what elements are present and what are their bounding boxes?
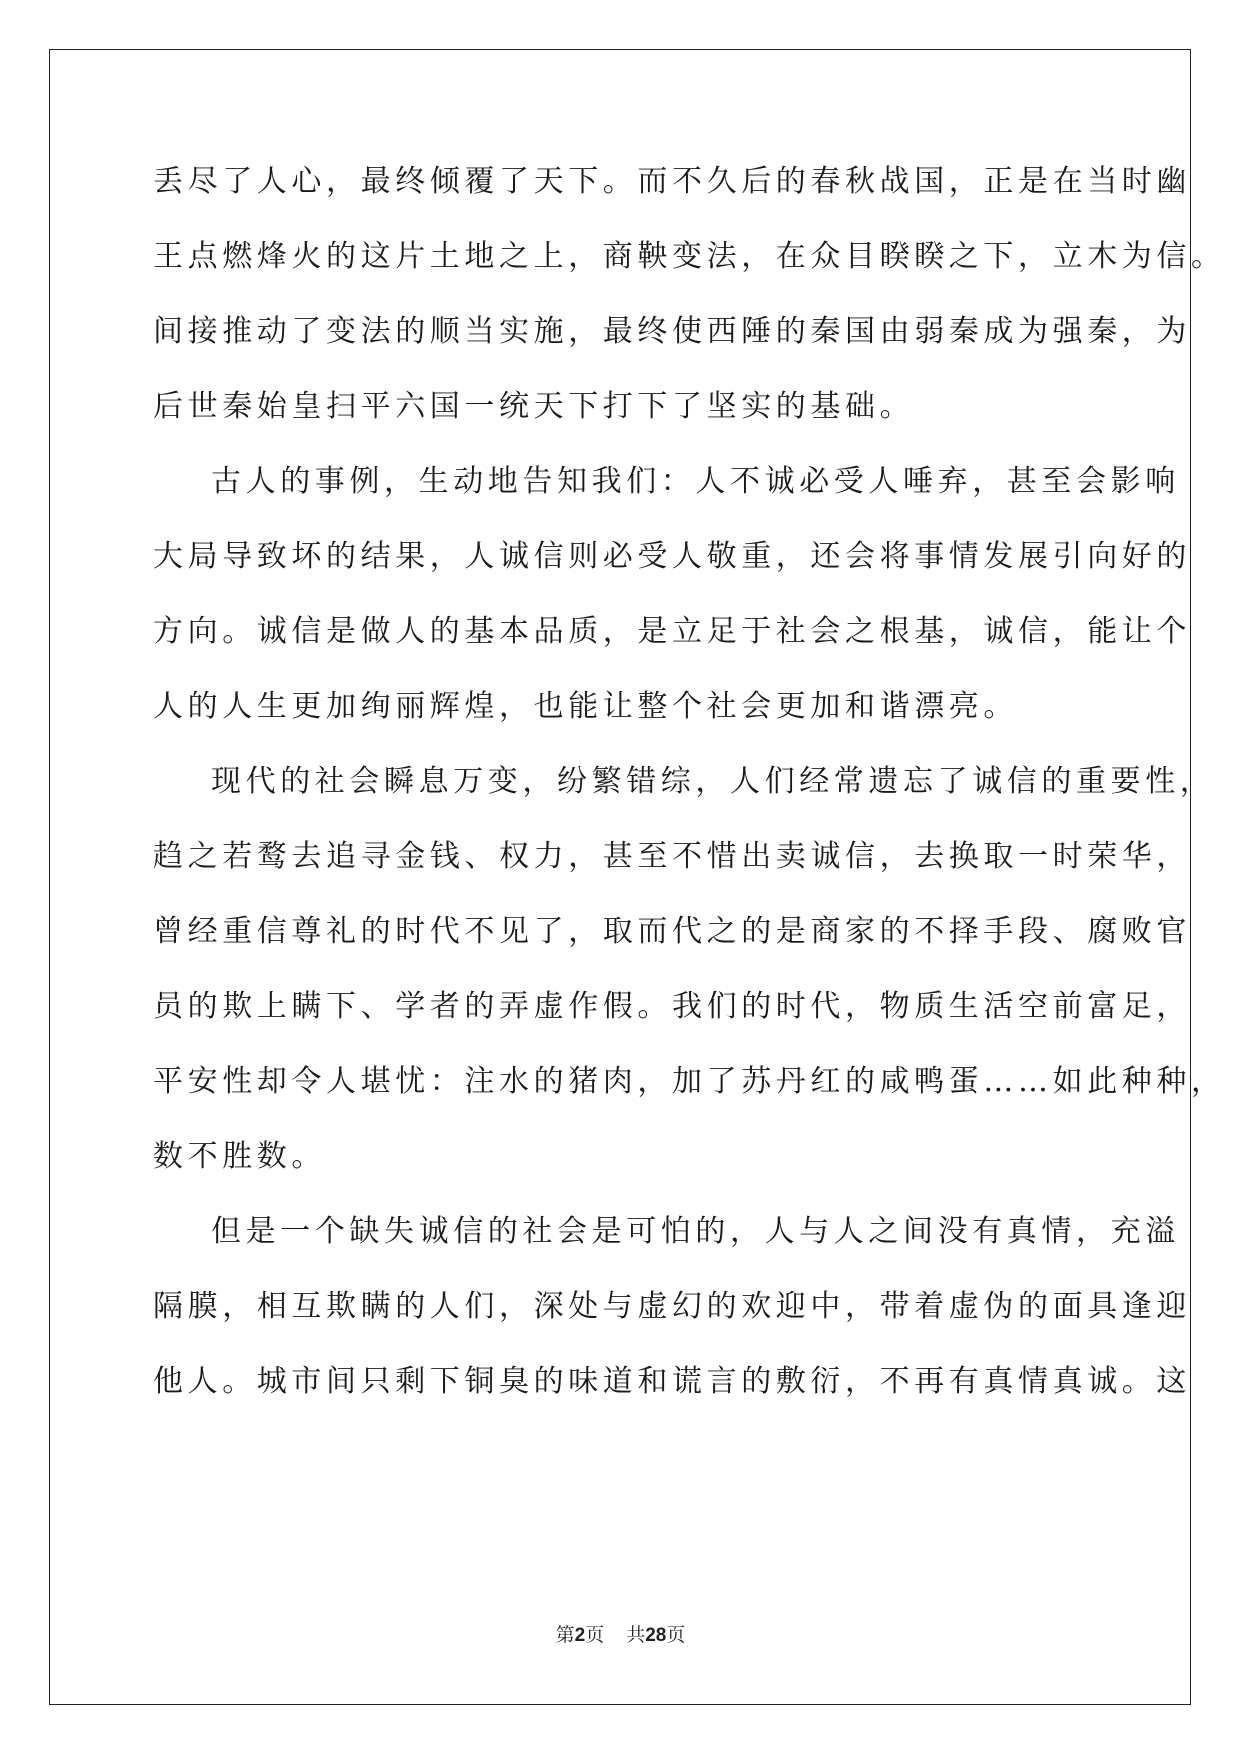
text-line: 后世秦始皇扫平六国一统天下打下了坚实的基础。: [153, 389, 915, 424]
text-line: 平安性却令人堪忧：注水的猪肉，加了苏丹红的咸鸭蛋……如此种种，: [153, 1064, 1226, 1099]
paragraph-start-line: 但是一个缺失诚信的社会是可怕的，人与人之间没有真情，充溢: [211, 1214, 1180, 1249]
text-line: 趋之若鹜去追寻金钱、权力，甚至不惜出卖诚信，去换取一时荣华，: [153, 839, 1191, 874]
current-page-number: 2: [574, 1625, 586, 1646]
footer-prefix: 第: [555, 1624, 575, 1646]
text-line: 隔膜，相互欺瞒的人们，深处与虚幻的欢迎中，带着虚伪的面具逢迎: [153, 1289, 1191, 1324]
text-line: 大局导致坏的结果，人诚信则必受人敬重，还会将事情发展引向好的: [153, 539, 1191, 574]
text-line: 数不胜数。: [153, 1139, 326, 1174]
text-line: 员的欺上瞒下、学者的弄虚作假。我们的时代，物质生活空前富足，: [153, 989, 1191, 1024]
text-line: 人的人生更加绚丽辉煌，也能让整个社会更加和谐漂亮。: [153, 689, 1018, 724]
paragraph-start-line: 古人的事例，生动地告知我们：人不诚必受人唾弃，甚至会影响: [211, 464, 1180, 499]
text-line: 他人。城市间只剩下铜臭的味道和谎言的敷衍，不再有真情真诚。这: [153, 1364, 1191, 1399]
footer-total-suffix: 页: [666, 1624, 686, 1646]
text-line: 间接推动了变法的顺当实施，最终使西陲的秦国由弱秦成为强秦，为: [153, 314, 1191, 349]
text-line: 丢尽了人心，最终倾覆了天下。而不久后的春秋战国，正是在当时幽: [153, 164, 1191, 199]
text-line: 曾经重信尊礼的时代不见了，取而代之的是商家的不择手段、腐败官: [153, 914, 1191, 949]
text-line: 方向。诚信是做人的基本品质，是立足于社会之根基，诚信，能让个: [153, 614, 1191, 649]
text-line: 王点燃烽火的这片土地之上，商鞅变法，在众目睽睽之下，立木为信。: [153, 239, 1226, 274]
footer-page-word: 页: [585, 1624, 605, 1646]
page-footer: [0, 1620, 1241, 1647]
total-pages-number: 28: [645, 1625, 667, 1646]
paragraph-start-line: 现代的社会瞬息万变，纷繁错综，人们经常遗忘了诚信的重要性，: [211, 764, 1215, 799]
footer-total-prefix: 共: [626, 1624, 646, 1646]
